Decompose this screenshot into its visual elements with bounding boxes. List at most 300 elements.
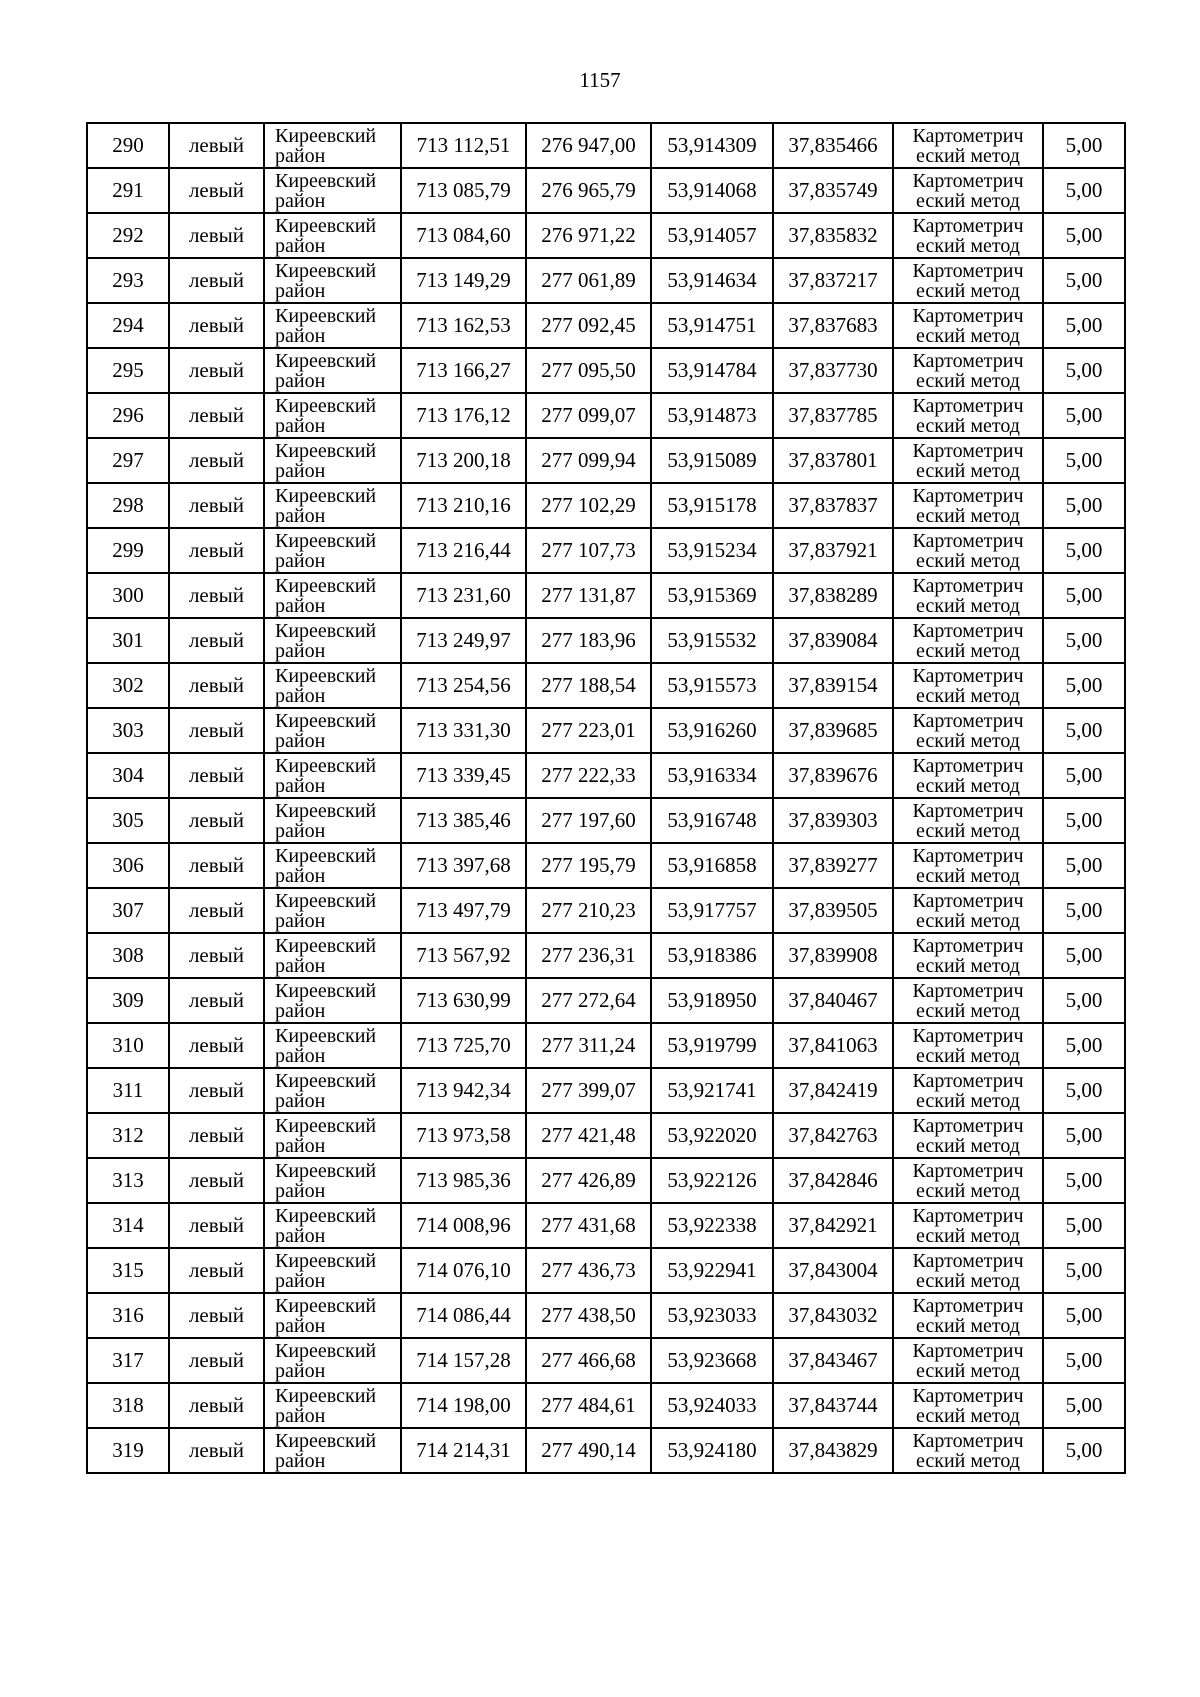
district-cell: Киреевский район	[264, 168, 401, 213]
bank-side-cell: левый	[169, 1203, 264, 1248]
district-cell: Киреевский район	[264, 348, 401, 393]
district-cell: Киреевский район	[264, 528, 401, 573]
accuracy-cell: 5,00	[1043, 708, 1125, 753]
bank-side-cell: левый	[169, 483, 264, 528]
accuracy-cell: 5,00	[1043, 438, 1125, 483]
longitude-cell: 37,835466	[773, 123, 893, 168]
table-row	[87, 663, 1125, 708]
district-cell: Киреевский район	[264, 1113, 401, 1158]
point-number-cell: 294	[87, 303, 169, 348]
accuracy-cell: 5,00	[1043, 483, 1125, 528]
table-row	[87, 1383, 1125, 1428]
point-number-cell: 293	[87, 258, 169, 303]
table-row	[87, 978, 1125, 1023]
accuracy-cell: 5,00	[1043, 978, 1125, 1023]
latitude-cell: 53,915369	[651, 573, 773, 618]
x-coordinate-cell: 713 149,29	[401, 258, 526, 303]
point-number-cell: 300	[87, 573, 169, 618]
y-coordinate-cell: 277 131,87	[526, 573, 651, 618]
accuracy-cell: 5,00	[1043, 1338, 1125, 1383]
bank-side-cell: левый	[169, 978, 264, 1023]
district-cell: Киреевский район	[264, 1023, 401, 1068]
latitude-cell: 53,922338	[651, 1203, 773, 1248]
x-coordinate-cell: 713 942,34	[401, 1068, 526, 1113]
accuracy-cell: 5,00	[1043, 393, 1125, 438]
table-row	[87, 1113, 1125, 1158]
table-row	[87, 1023, 1125, 1068]
accuracy-cell: 5,00	[1043, 1248, 1125, 1293]
latitude-cell: 53,923033	[651, 1293, 773, 1338]
method-cell: Картометрич еский метод	[893, 303, 1043, 348]
point-number-cell: 304	[87, 753, 169, 798]
point-number-cell: 317	[87, 1338, 169, 1383]
table-row	[87, 1158, 1125, 1203]
accuracy-cell: 5,00	[1043, 663, 1125, 708]
latitude-cell: 53,915089	[651, 438, 773, 483]
district-cell: Киреевский район	[264, 438, 401, 483]
table-row	[87, 573, 1125, 618]
longitude-cell: 37,837683	[773, 303, 893, 348]
x-coordinate-cell: 713 085,79	[401, 168, 526, 213]
latitude-cell: 53,914873	[651, 393, 773, 438]
x-coordinate-cell: 713 162,53	[401, 303, 526, 348]
method-cell: Картометрич еский метод	[893, 708, 1043, 753]
bank-side-cell: левый	[169, 303, 264, 348]
coordinates-table	[86, 122, 1126, 1474]
point-number-cell: 302	[87, 663, 169, 708]
latitude-cell: 53,915234	[651, 528, 773, 573]
bank-side-cell: левый	[169, 258, 264, 303]
bank-side-cell: левый	[169, 1428, 264, 1473]
latitude-cell: 53,914309	[651, 123, 773, 168]
district-cell: Киреевский район	[264, 618, 401, 663]
accuracy-cell: 5,00	[1043, 1383, 1125, 1428]
point-number-cell: 315	[87, 1248, 169, 1293]
table-row	[87, 618, 1125, 663]
x-coordinate-cell: 714 076,10	[401, 1248, 526, 1293]
y-coordinate-cell: 277 210,23	[526, 888, 651, 933]
district-cell: Киреевский район	[264, 1248, 401, 1293]
district-cell: Киреевский район	[264, 1338, 401, 1383]
bank-side-cell: левый	[169, 708, 264, 753]
y-coordinate-cell: 277 272,64	[526, 978, 651, 1023]
y-coordinate-cell: 277 466,68	[526, 1338, 651, 1383]
latitude-cell: 53,918386	[651, 933, 773, 978]
x-coordinate-cell: 713 397,68	[401, 843, 526, 888]
accuracy-cell: 5,00	[1043, 258, 1125, 303]
y-coordinate-cell: 277 399,07	[526, 1068, 651, 1113]
bank-side-cell: левый	[169, 933, 264, 978]
latitude-cell: 53,914057	[651, 213, 773, 258]
method-cell: Картометрич еский метод	[893, 573, 1043, 618]
longitude-cell: 37,837217	[773, 258, 893, 303]
x-coordinate-cell: 713 725,70	[401, 1023, 526, 1068]
x-coordinate-cell: 713 084,60	[401, 213, 526, 258]
district-cell: Киреевский район	[264, 798, 401, 843]
table-row	[87, 1068, 1125, 1113]
method-cell: Картометрич еский метод	[893, 348, 1043, 393]
method-cell: Картометрич еский метод	[893, 843, 1043, 888]
method-cell: Картометрич еский метод	[893, 1158, 1043, 1203]
table-row	[87, 1428, 1125, 1473]
latitude-cell: 53,915178	[651, 483, 773, 528]
y-coordinate-cell: 277 236,31	[526, 933, 651, 978]
point-number-cell: 299	[87, 528, 169, 573]
y-coordinate-cell: 276 947,00	[526, 123, 651, 168]
district-cell: Киреевский район	[264, 213, 401, 258]
bank-side-cell: левый	[169, 1338, 264, 1383]
y-coordinate-cell: 276 965,79	[526, 168, 651, 213]
method-cell: Картометрич еский метод	[893, 1383, 1043, 1428]
method-cell: Картометрич еский метод	[893, 1248, 1043, 1293]
y-coordinate-cell: 277 092,45	[526, 303, 651, 348]
y-coordinate-cell: 277 490,14	[526, 1428, 651, 1473]
latitude-cell: 53,922020	[651, 1113, 773, 1158]
method-cell: Картометрич еский метод	[893, 798, 1043, 843]
district-cell: Киреевский район	[264, 1068, 401, 1113]
table-row	[87, 393, 1125, 438]
method-cell: Картометрич еский метод	[893, 618, 1043, 663]
point-number-cell: 310	[87, 1023, 169, 1068]
method-cell: Картометрич еский метод	[893, 663, 1043, 708]
x-coordinate-cell: 714 214,31	[401, 1428, 526, 1473]
y-coordinate-cell: 277 102,29	[526, 483, 651, 528]
accuracy-cell: 5,00	[1043, 348, 1125, 393]
x-coordinate-cell: 714 008,96	[401, 1203, 526, 1248]
latitude-cell: 53,917757	[651, 888, 773, 933]
longitude-cell: 37,839303	[773, 798, 893, 843]
page-number: 1157	[579, 68, 621, 92]
bank-side-cell: левый	[169, 1068, 264, 1113]
table-row	[87, 753, 1125, 798]
bank-side-cell: левый	[169, 213, 264, 258]
accuracy-cell: 5,00	[1043, 1068, 1125, 1113]
bank-side-cell: левый	[169, 1023, 264, 1068]
point-number-cell: 316	[87, 1293, 169, 1338]
bank-side-cell: левый	[169, 1158, 264, 1203]
accuracy-cell: 5,00	[1043, 123, 1125, 168]
district-cell: Киреевский район	[264, 258, 401, 303]
latitude-cell: 53,916748	[651, 798, 773, 843]
longitude-cell: 37,842419	[773, 1068, 893, 1113]
longitude-cell: 37,837801	[773, 438, 893, 483]
longitude-cell: 37,843004	[773, 1248, 893, 1293]
bank-side-cell: левый	[169, 618, 264, 663]
bank-side-cell: левый	[169, 843, 264, 888]
bank-side-cell: левый	[169, 798, 264, 843]
accuracy-cell: 5,00	[1043, 753, 1125, 798]
table-row	[87, 168, 1125, 213]
method-cell: Картометрич еский метод	[893, 1338, 1043, 1383]
bank-side-cell: левый	[169, 1248, 264, 1293]
latitude-cell: 53,924033	[651, 1383, 773, 1428]
table-row	[87, 843, 1125, 888]
y-coordinate-cell: 277 099,07	[526, 393, 651, 438]
point-number-cell: 306	[87, 843, 169, 888]
x-coordinate-cell: 713 200,18	[401, 438, 526, 483]
accuracy-cell: 5,00	[1043, 1428, 1125, 1473]
y-coordinate-cell: 277 107,73	[526, 528, 651, 573]
accuracy-cell: 5,00	[1043, 213, 1125, 258]
district-cell: Киреевский район	[264, 1383, 401, 1428]
table-row	[87, 123, 1125, 168]
bank-side-cell: левый	[169, 438, 264, 483]
district-cell: Киреевский район	[264, 393, 401, 438]
accuracy-cell: 5,00	[1043, 618, 1125, 663]
latitude-cell: 53,914784	[651, 348, 773, 393]
point-number-cell: 312	[87, 1113, 169, 1158]
longitude-cell: 37,839084	[773, 618, 893, 663]
table-row	[87, 1203, 1125, 1248]
method-cell: Картометрич еский метод	[893, 438, 1043, 483]
accuracy-cell: 5,00	[1043, 888, 1125, 933]
x-coordinate-cell: 713 112,51	[401, 123, 526, 168]
table-row	[87, 213, 1125, 258]
latitude-cell: 53,915573	[651, 663, 773, 708]
bank-side-cell: левый	[169, 393, 264, 438]
method-cell: Картометрич еский метод	[893, 213, 1043, 258]
longitude-cell: 37,837730	[773, 348, 893, 393]
district-cell: Киреевский район	[264, 753, 401, 798]
method-cell: Картометрич еский метод	[893, 123, 1043, 168]
accuracy-cell: 5,00	[1043, 528, 1125, 573]
point-number-cell: 309	[87, 978, 169, 1023]
accuracy-cell: 5,00	[1043, 933, 1125, 978]
table-row	[87, 258, 1125, 303]
method-cell: Картометрич еский метод	[893, 753, 1043, 798]
longitude-cell: 37,839685	[773, 708, 893, 753]
bank-side-cell: левый	[169, 348, 264, 393]
latitude-cell: 53,914068	[651, 168, 773, 213]
bank-side-cell: левый	[169, 168, 264, 213]
method-cell: Картометрич еский метод	[893, 1293, 1043, 1338]
latitude-cell: 53,916334	[651, 753, 773, 798]
method-cell: Картометрич еский метод	[893, 933, 1043, 978]
longitude-cell: 37,842763	[773, 1113, 893, 1158]
longitude-cell: 37,843032	[773, 1293, 893, 1338]
table-row	[87, 348, 1125, 393]
y-coordinate-cell: 277 188,54	[526, 663, 651, 708]
point-number-cell: 307	[87, 888, 169, 933]
point-number-cell: 313	[87, 1158, 169, 1203]
point-number-cell: 292	[87, 213, 169, 258]
bank-side-cell: левый	[169, 528, 264, 573]
x-coordinate-cell: 713 973,58	[401, 1113, 526, 1158]
y-coordinate-cell: 277 099,94	[526, 438, 651, 483]
bank-side-cell: левый	[169, 573, 264, 618]
longitude-cell: 37,835749	[773, 168, 893, 213]
x-coordinate-cell: 713 497,79	[401, 888, 526, 933]
table-row	[87, 888, 1125, 933]
accuracy-cell: 5,00	[1043, 1158, 1125, 1203]
x-coordinate-cell: 713 166,27	[401, 348, 526, 393]
y-coordinate-cell: 277 426,89	[526, 1158, 651, 1203]
point-number-cell: 318	[87, 1383, 169, 1428]
x-coordinate-cell: 713 385,46	[401, 798, 526, 843]
point-number-cell: 319	[87, 1428, 169, 1473]
y-coordinate-cell: 276 971,22	[526, 213, 651, 258]
method-cell: Картометрич еский метод	[893, 1113, 1043, 1158]
x-coordinate-cell: 714 086,44	[401, 1293, 526, 1338]
table-row	[87, 708, 1125, 753]
longitude-cell: 37,837837	[773, 483, 893, 528]
method-cell: Картометрич еский метод	[893, 168, 1043, 213]
accuracy-cell: 5,00	[1043, 303, 1125, 348]
longitude-cell: 37,842921	[773, 1203, 893, 1248]
x-coordinate-cell: 713 210,16	[401, 483, 526, 528]
point-number-cell: 295	[87, 348, 169, 393]
x-coordinate-cell: 714 157,28	[401, 1338, 526, 1383]
method-cell: Картометрич еский метод	[893, 258, 1043, 303]
district-cell: Киреевский район	[264, 933, 401, 978]
x-coordinate-cell: 713 331,30	[401, 708, 526, 753]
point-number-cell: 297	[87, 438, 169, 483]
method-cell: Картометрич еский метод	[893, 528, 1043, 573]
method-cell: Картометрич еский метод	[893, 393, 1043, 438]
latitude-cell: 53,923668	[651, 1338, 773, 1383]
longitude-cell: 37,837785	[773, 393, 893, 438]
point-number-cell: 303	[87, 708, 169, 753]
latitude-cell: 53,922126	[651, 1158, 773, 1203]
x-coordinate-cell: 713 249,97	[401, 618, 526, 663]
point-number-cell: 305	[87, 798, 169, 843]
longitude-cell: 37,839277	[773, 843, 893, 888]
y-coordinate-cell: 277 484,61	[526, 1383, 651, 1428]
district-cell: Киреевский район	[264, 1293, 401, 1338]
longitude-cell: 37,838289	[773, 573, 893, 618]
district-cell: Киреевский район	[264, 573, 401, 618]
y-coordinate-cell: 277 223,01	[526, 708, 651, 753]
district-cell: Киреевский район	[264, 978, 401, 1023]
district-cell: Киреевский район	[264, 1428, 401, 1473]
x-coordinate-cell: 713 176,12	[401, 393, 526, 438]
longitude-cell: 37,843744	[773, 1383, 893, 1428]
accuracy-cell: 5,00	[1043, 168, 1125, 213]
method-cell: Картометрич еский метод	[893, 1428, 1043, 1473]
x-coordinate-cell: 713 567,92	[401, 933, 526, 978]
longitude-cell: 37,839676	[773, 753, 893, 798]
accuracy-cell: 5,00	[1043, 843, 1125, 888]
y-coordinate-cell: 277 195,79	[526, 843, 651, 888]
x-coordinate-cell: 713 339,45	[401, 753, 526, 798]
point-number-cell: 298	[87, 483, 169, 528]
district-cell: Киреевский район	[264, 303, 401, 348]
district-cell: Киреевский район	[264, 888, 401, 933]
bank-side-cell: левый	[169, 663, 264, 708]
x-coordinate-cell: 713 231,60	[401, 573, 526, 618]
district-cell: Киреевский район	[264, 123, 401, 168]
latitude-cell: 53,916858	[651, 843, 773, 888]
table-row	[87, 438, 1125, 483]
longitude-cell: 37,839154	[773, 663, 893, 708]
bank-side-cell: левый	[169, 753, 264, 798]
accuracy-cell: 5,00	[1043, 1203, 1125, 1248]
method-cell: Картометрич еский метод	[893, 1203, 1043, 1248]
longitude-cell: 37,842846	[773, 1158, 893, 1203]
y-coordinate-cell: 277 421,48	[526, 1113, 651, 1158]
x-coordinate-cell: 713 985,36	[401, 1158, 526, 1203]
point-number-cell: 296	[87, 393, 169, 438]
district-cell: Киреевский район	[264, 708, 401, 753]
point-number-cell: 314	[87, 1203, 169, 1248]
x-coordinate-cell: 713 254,56	[401, 663, 526, 708]
method-cell: Картометрич еский метод	[893, 483, 1043, 528]
accuracy-cell: 5,00	[1043, 573, 1125, 618]
longitude-cell: 37,835832	[773, 213, 893, 258]
x-coordinate-cell: 713 630,99	[401, 978, 526, 1023]
latitude-cell: 53,914751	[651, 303, 773, 348]
latitude-cell: 53,914634	[651, 258, 773, 303]
accuracy-cell: 5,00	[1043, 798, 1125, 843]
accuracy-cell: 5,00	[1043, 1293, 1125, 1338]
latitude-cell: 53,918950	[651, 978, 773, 1023]
latitude-cell: 53,924180	[651, 1428, 773, 1473]
district-cell: Киреевский район	[264, 1158, 401, 1203]
y-coordinate-cell: 277 061,89	[526, 258, 651, 303]
bank-side-cell: левый	[169, 1113, 264, 1158]
latitude-cell: 53,915532	[651, 618, 773, 663]
x-coordinate-cell: 713 216,44	[401, 528, 526, 573]
accuracy-cell: 5,00	[1043, 1113, 1125, 1158]
method-cell: Картометрич еский метод	[893, 888, 1043, 933]
table-row	[87, 1293, 1125, 1338]
longitude-cell: 37,837921	[773, 528, 893, 573]
y-coordinate-cell: 277 431,68	[526, 1203, 651, 1248]
bank-side-cell: левый	[169, 888, 264, 933]
district-cell: Киреевский район	[264, 1203, 401, 1248]
table-row	[87, 933, 1125, 978]
longitude-cell: 37,843829	[773, 1428, 893, 1473]
longitude-cell: 37,839505	[773, 888, 893, 933]
method-cell: Картометрич еский метод	[893, 978, 1043, 1023]
y-coordinate-cell: 277 311,24	[526, 1023, 651, 1068]
latitude-cell: 53,916260	[651, 708, 773, 753]
longitude-cell: 37,840467	[773, 978, 893, 1023]
district-cell: Киреевский район	[264, 663, 401, 708]
point-number-cell: 308	[87, 933, 169, 978]
method-cell: Картометрич еский метод	[893, 1068, 1043, 1113]
district-cell: Киреевский район	[264, 483, 401, 528]
point-number-cell: 291	[87, 168, 169, 213]
point-number-cell: 311	[87, 1068, 169, 1113]
latitude-cell: 53,919799	[651, 1023, 773, 1068]
latitude-cell: 53,922941	[651, 1248, 773, 1293]
latitude-cell: 53,921741	[651, 1068, 773, 1113]
point-number-cell: 301	[87, 618, 169, 663]
point-number-cell: 290	[87, 123, 169, 168]
longitude-cell: 37,839908	[773, 933, 893, 978]
x-coordinate-cell: 714 198,00	[401, 1383, 526, 1428]
table-row	[87, 303, 1125, 348]
accuracy-cell: 5,00	[1043, 1023, 1125, 1068]
bank-side-cell: левый	[169, 1383, 264, 1428]
method-cell: Картометрич еский метод	[893, 1023, 1043, 1068]
y-coordinate-cell: 277 183,96	[526, 618, 651, 663]
table-row	[87, 1338, 1125, 1383]
bank-side-cell: левый	[169, 123, 264, 168]
table-row	[87, 528, 1125, 573]
y-coordinate-cell: 277 095,50	[526, 348, 651, 393]
longitude-cell: 37,843467	[773, 1338, 893, 1383]
longitude-cell: 37,841063	[773, 1023, 893, 1068]
y-coordinate-cell: 277 436,73	[526, 1248, 651, 1293]
y-coordinate-cell: 277 438,50	[526, 1293, 651, 1338]
y-coordinate-cell: 277 222,33	[526, 753, 651, 798]
table-row	[87, 1248, 1125, 1293]
table-row	[87, 798, 1125, 843]
bank-side-cell: левый	[169, 1293, 264, 1338]
district-cell: Киреевский район	[264, 843, 401, 888]
